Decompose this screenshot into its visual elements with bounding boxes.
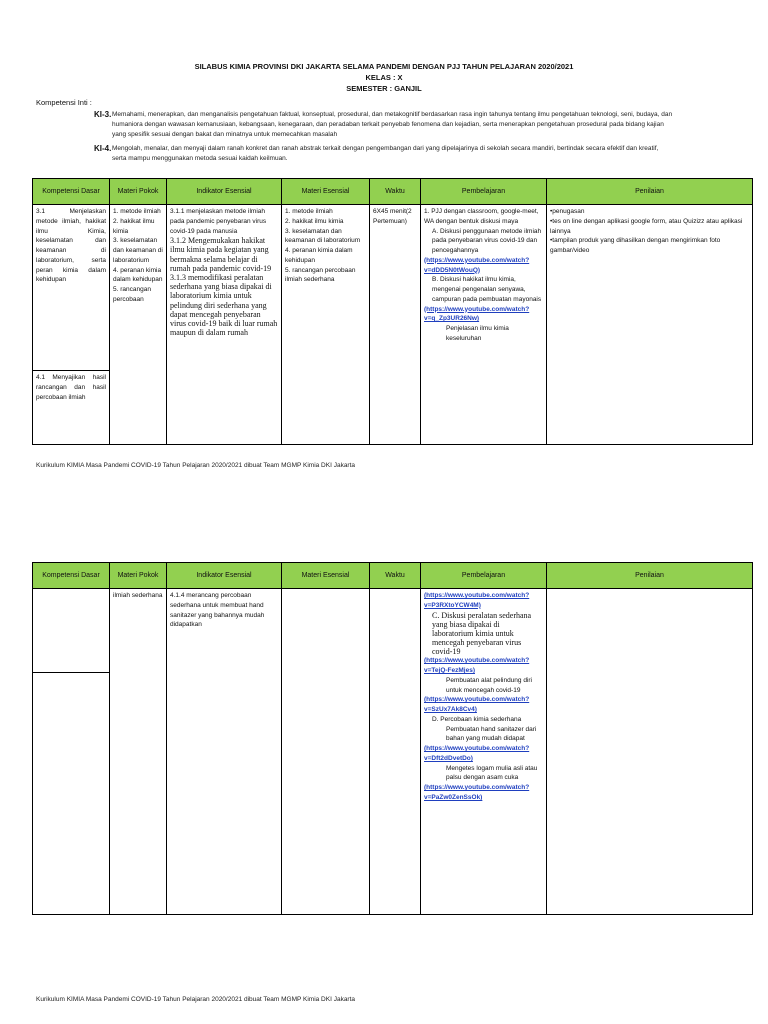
footer-text: Kurikulum KIMIA Masa Pandemi COVID-19 Tahun Pelajaran 2020/2021 dibuat Team MGMP Kimia DKI Jakarta [36, 996, 356, 1003]
document-title: SILABUS KIMIA PROVINSI DKI JAKARTA SELAMA PANDEMI DENGAN PJJ TAHUN PELAJARAN 2020/2021 [194, 62, 574, 71]
pembelajaran-intro: 1. PJJ dengan classroom, google-meet, WA dengan bentuk diskusi maya [424, 208, 539, 225]
list-item: 4. peranan kimia dalam kehidupan [113, 266, 163, 284]
list-item: 2. hakikat ilmu kimia [285, 217, 344, 225]
col-penilaian: Penilaian [547, 179, 753, 205]
col-penilaian: Penilaian [547, 563, 753, 589]
col-kompetensi-dasar: Kompetensi Dasar [33, 563, 110, 589]
youtube-link[interactable]: (https://www.youtube.com/watch?v=q_Zp3UR26Nw) [424, 305, 530, 323]
col-indikator-esensial: Indikator Esensial [167, 563, 282, 589]
youtube-link[interactable]: (https://www.youtube.com/watch?v=Dft2dDvetDo) [424, 745, 530, 762]
semester-label: SEMESTER : GANJIL [346, 84, 422, 93]
pembelajaran-c: C. Diskusi peralatan sederhana yang biasa dipakai di laboratorium kimia untuk mencegah penyebaran virus covid-19 [432, 610, 532, 657]
penilaian-cell-empty [547, 589, 753, 915]
waktu-cell-empty [370, 589, 421, 915]
list-item: •tampilan produk yang dihasilkan dengan mengirimkan foto gambar/video [550, 237, 721, 254]
list-item: 1. metode ilmiah [285, 208, 333, 215]
ki3-label: KI-3. [94, 110, 112, 119]
penilaian-cell [547, 205, 753, 445]
ki4-label: KI-4. [94, 144, 112, 153]
col-waktu: Waktu [370, 179, 421, 205]
kd-3-1: 3.1 Menjelaskan metode ilmiah, hakikat ilmu Kimia, keselamatan dan keamanan di laboratorium, serta peran kimia dalam kehidupan [33, 205, 110, 371]
youtube-link[interactable]: (https://www.youtube.com/watch?v=PaZw0ZenSsOk) [424, 784, 530, 801]
col-pembelajaran: Pembelajaran [421, 563, 547, 589]
materi-esensial-cell [282, 205, 370, 445]
materi-esensial-cell-empty [282, 589, 370, 915]
col-pembelajaran: Pembelajaran [421, 179, 547, 205]
col-indikator-esensial: Indikator Esensial [167, 179, 282, 205]
list-item: 4. peranan kimia dalam kehidupan [285, 247, 353, 264]
indikator-3-1-2: 3.1.2 Mengemukakan hakikat ilmu kimia pada kegiatan yang bermakna selama belajar di rumah pada pandemic covid-19 [170, 236, 272, 273]
indikator-cell [167, 205, 282, 445]
youtube-link[interactable]: (https://www.youtube.com/watch?v=TejQ-FezMjes) [424, 657, 530, 675]
ki3-text: Memahami, menerapkan, dan menganalisis pengetahuan faktual, konseptual, prosedural, dan metakognitif berdasarkan rasa ingin tahunya tentang ilmu pengetahuan teknologi, seni, budaya, dan humaniora dengan wawasan kemanusiaan, kebangsaan, kenegaraan, dan peradaban terkait penyebab fenomena dan kejadian, serta menerapkan pengetahuan prosedural pada bidang kajian yang spesifik sesuai dengan bakat dan minatnya untuk memecahkan masalah [112, 111, 673, 138]
ki4-text: Mengolah, menalar, dan menyaji dalam ranah konkret dan ranah abstrak terkait dengan pengembangan dari yang dipelajarinya di sekolah secara mandiri, bertindak secara efektif dan kreatif, serta mampu menggunakan metoda sesuai kaidah keilmuan. [112, 145, 659, 162]
materi-pokok-cell: ilmiah sederhana [110, 589, 167, 915]
list-item: 3. keselamatan dan keamanan di laboratorium [285, 227, 361, 245]
pembelajaran-note: Penjelasan ilmu kimia keseluruhan [446, 325, 509, 342]
pembelajaran-b: B. Diskusi hakikat ilmu kimia, mengenai pengenalan senyawa, campuran pada pembuatan mayonais [432, 276, 542, 303]
table-header-row [33, 179, 753, 205]
indikator-3-1-1: 3.1.1 menjelaskan metode ilmiah pada pandemic penyebaran virus covid-19 pada manusia [170, 208, 267, 235]
footer-text: Kurikulum KIMIA Masa Pandemi COVID-19 Tahun Pelajaran 2020/2021 dibuat Team MGMP Kimia DKI Jakarta [36, 462, 356, 469]
kompetensi-inti-heading: Kompetensi Inti : [36, 98, 92, 107]
syllabus-table-2 [32, 562, 753, 915]
pembelajaran-cell [421, 205, 547, 445]
materi-pokok-cell [110, 205, 167, 445]
col-materi-esensial: Materi Esensial [282, 179, 370, 205]
list-item: 5. rancangan percobaan ilmiah sederhana [285, 266, 356, 284]
pembelajaran-note: Mengetes logam mulia asli atau palsu dengan asam cuka [446, 764, 538, 782]
table-row [33, 589, 753, 673]
pembelajaran-note: Pembuatan hand sanitazer dari bahan yang mudah didapat [446, 725, 537, 743]
kd-cell-empty [33, 589, 110, 673]
syllabus-table-1 [32, 178, 753, 445]
table-header-row [33, 563, 753, 589]
pembelajaran-d: D. Percobaan kimia sederhana [432, 715, 522, 723]
pembelajaran-note: Pembuatan alat pelindung diri untuk mencegah covid-19 [446, 676, 533, 694]
youtube-link[interactable]: (https://www.youtube.com/watch?v=P3RXtoYCW4M) [424, 592, 530, 609]
col-waktu: Waktu [370, 563, 421, 589]
col-materi-esensial: Materi Esensial [282, 563, 370, 589]
list-item: 3. keselamatan dan keamanan di laboratorium [113, 237, 163, 264]
list-item: 2. hakikat ilmu kimia [113, 217, 155, 235]
kd-4-1: 4.1 Menyajikan hasil rancangan dan hasil percobaan ilmiah [33, 371, 110, 445]
list-item: 5. rancangan percobaan [113, 286, 151, 303]
col-materi-pokok: Materi Pokok [110, 563, 167, 589]
pembelajaran-cell [421, 589, 547, 915]
kelas-label: KELAS : X [365, 73, 403, 82]
table-row [33, 205, 753, 371]
pembelajaran-a: A. Diskusi penggunaan metode ilmiah pada penyebaran virus covid-19 dan pencegahannya [432, 227, 542, 254]
col-kompetensi-dasar: Kompetensi Dasar [33, 179, 110, 205]
indikator-3-1-3: 3.1.3 memodifikasi peralatan sederhana yang biasa dipakai di laboratorium kimia untuk pelindung diri sederhana yang dapat mencegah penyebaran virus covid-19 baik di luar rumah maupun di dalam rumah [170, 273, 278, 338]
list-item: •penugasan [550, 208, 585, 215]
list-item: •tes on line dengan aplikasi google form, atau Quizizz atau aplikasi lainnya [550, 217, 743, 235]
waktu-cell: 6X45 menit(2 Pertemuan) [370, 205, 421, 445]
col-materi-pokok: Materi Pokok [110, 179, 167, 205]
youtube-link[interactable]: (https://www.youtube.com/watch?v=SzUx7Ak8Cv4) [424, 696, 530, 714]
youtube-link[interactable]: (https://www.youtube.com/watch?v=dDD5N0tWouQ) [424, 256, 530, 274]
list-item: 1. metode ilmiah [113, 208, 161, 215]
indikator-3-1-4: 4.1.4 merancang percobaan sederhana untuk membuat hand sanitazer yang bahannya mudah didapatkan [167, 589, 282, 915]
kd-cell-empty [33, 673, 110, 915]
